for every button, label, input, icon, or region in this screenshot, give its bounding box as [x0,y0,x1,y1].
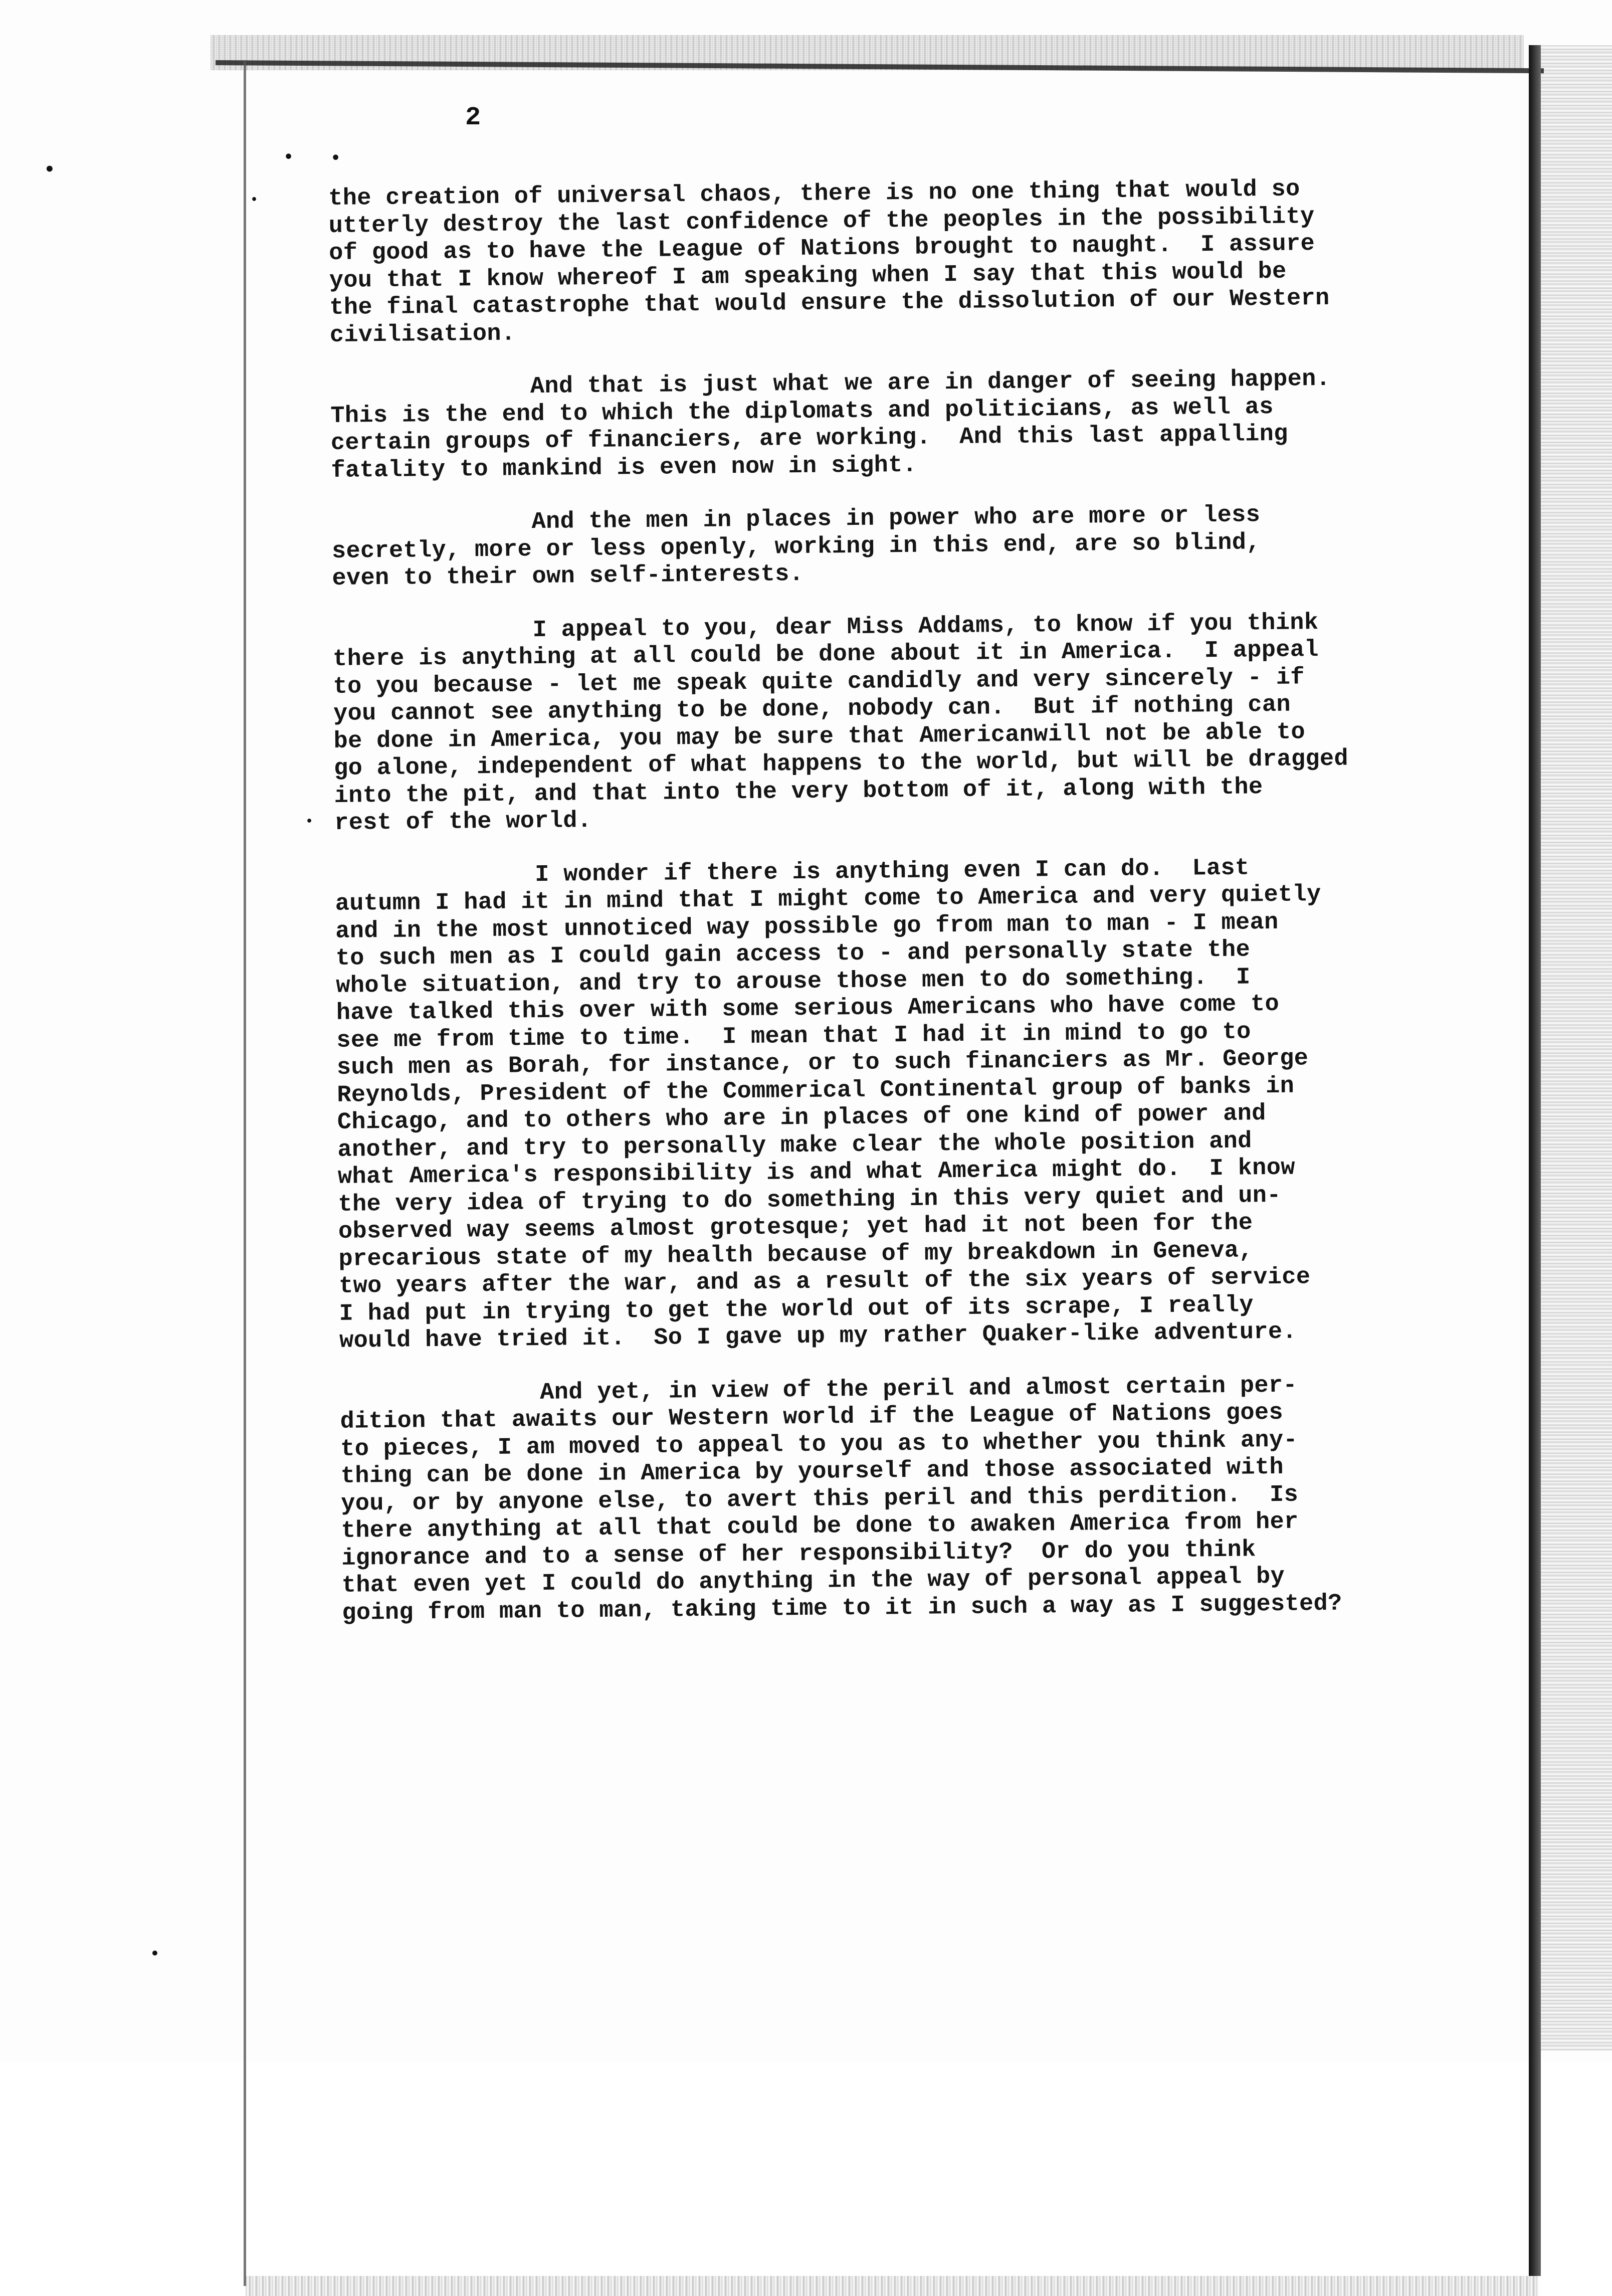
text-line: And yet, in view of the peril and almost certain per- [339,1372,1298,1408]
text-line: and in the most unnoticed way possible go from man to man - I mean [335,909,1279,945]
text-line: ignorance and to a sense of her responsibility? Or do you think [341,1536,1256,1572]
text-line: you that I know whereof I am speaking when I say that this would be [329,258,1287,294]
text-line: have talked this over with some serious Americans who have come to [336,991,1280,1027]
paragraph [332,608,1507,837]
text-line: the final catastrophe that would ensure the dissolution of our Western [329,285,1330,321]
text-line: I appeal to you, dear Miss Addams, to know if you think [332,609,1319,646]
text-line: I had put in trying to get the world out of its scrape, I really [339,1291,1254,1327]
text-line: see me from time to time. I mean that I had it in mind to go to [336,1018,1251,1054]
text-line: dition that awaits our Western world if the League of Nations goes [340,1399,1284,1435]
stray-mark: • [44,159,55,179]
page-left-edge [244,60,246,2286]
text-line: you, or by anyone else, to avert this peril and this perdition. Is [340,1481,1299,1517]
paragraph [328,174,1503,349]
text-line: And that is just what we are in danger of seeing happen. [330,365,1331,402]
text-line: the creation of universal chaos, there is no one thing that would so [328,176,1300,212]
text-line: be done in America, you may be sure that Americanwill not be able to [333,718,1306,755]
paragraph [340,1370,1515,1627]
text-line: I wonder if there is anything even I can do. Last [334,854,1250,890]
text-line: you cannot see anything to be done, nobody can. But if nothing can [333,691,1291,727]
text-line: This is the end to which the diplomats and politicians, as well as [330,394,1274,430]
text-line: Chicago, and to others who are in places of one kind of power and [337,1100,1266,1136]
page-number: 2 [465,103,481,132]
page-right-edge-noise [1541,45,1612,2050]
text-line: go alone, independent of what happens to the world, but will be dragged [333,745,1349,782]
text-line: And the men in places in power who are more or less [331,502,1261,537]
text-line: even to their own self-interests. [332,560,804,592]
stray-mark: • [251,194,258,206]
text-line: fatality to mankind is even now in sight. [331,452,917,484]
text-line: what America's responsibility is and what America might do. I know [337,1155,1295,1191]
text-line: another, and try to personally make clear the whole position and [337,1127,1252,1164]
stray-mark: • [284,148,294,166]
text-line: secretly, more or less openly, working in this end, are so blind, [331,529,1261,565]
text-line: of good as to have the League of Nations brought to naught. I assure [329,231,1315,267]
page-bottom-edge [246,2276,1539,2296]
text-line: rest of the world. [334,808,592,837]
text-line: whole situation, and try to arouse those men to do something. I [336,964,1251,1000]
text-line: utterly destroy the last confidence of the peoples in the possibility [328,203,1315,240]
stray-mark: • [306,815,313,828]
text-line: observed way seems almost grotesque; yet had it not been for the [338,1210,1253,1245]
text-line: would have tried it. So I gave up my rather Quaker-like adventure. [339,1318,1297,1355]
stray-mark: • [331,149,341,167]
text-line: there is anything at all could be done about it in America. I appeal [332,637,1319,673]
text-line: that even yet I could do anything in the way of personal appeal by [341,1563,1285,1599]
text-line: civilisation. [329,320,516,349]
text-line: to you because - let me speak quite candidly and very sincerely - if [333,664,1305,700]
text-line: going from man to man, taking time to it in such a way as I suggested? [342,1590,1342,1627]
text-line: two years after the war, and as a result of the six years of service [338,1264,1311,1300]
stray-mark: • [150,1945,159,1962]
text-line: into the pit, and that into the very bottom of it, along with the [334,774,1263,810]
text-line: precarious state of my health because of my breakdown in Geneva, [338,1237,1254,1273]
text-line: there anything at all that could be done to awaken America from her [341,1508,1299,1545]
text-line: certain groups of financiers, are working. And this last appalling [330,421,1288,457]
text-line: autumn I had it in mind that I might come to America and very quietly [335,881,1321,917]
paragraph [331,500,1505,593]
text-line: Reynolds, President of the Commerical Continental group of banks in [337,1073,1295,1109]
text-line: to such men as I could gain access to - and personally state the [335,936,1251,972]
text-line: such men as Borah, for instance, or to such financiers as Mr. George [336,1045,1309,1081]
letter-body [328,174,1515,1653]
paragraph [335,852,1512,1355]
page-right-edge [1529,45,1541,2276]
paragraph [330,364,1504,485]
text-line: the very idea of trying to do something in this very quiet and un- [338,1182,1281,1218]
text-line: to pieces, I am moved to appeal to you as to whether you think any- [340,1427,1298,1463]
text-line: thing can be done in America by yourself and those associated with [340,1454,1284,1490]
